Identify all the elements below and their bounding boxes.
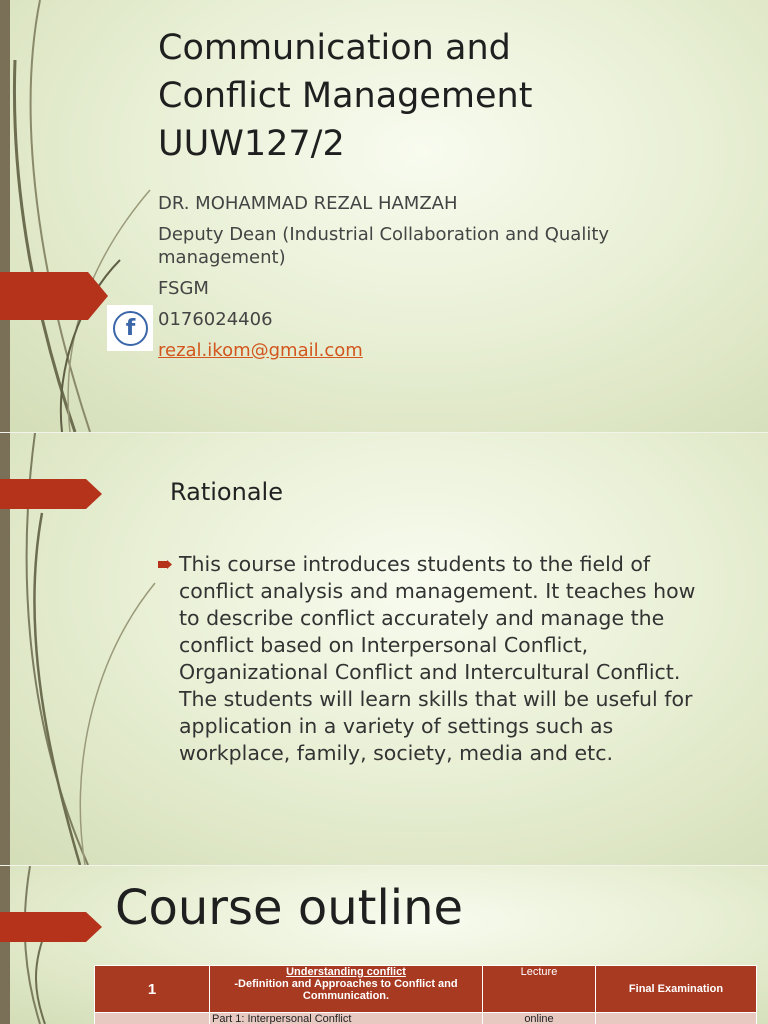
- presenter-info: [158, 192, 658, 370]
- topic-cell: [210, 1013, 483, 1024]
- topic-cell: [210, 966, 483, 1013]
- slide-title: [0, 0, 768, 432]
- course-outline-table: [94, 965, 757, 1024]
- assessment: Final Examination: [596, 966, 757, 1013]
- page-title: [158, 24, 532, 168]
- decorative-swirl: [0, 0, 160, 432]
- title-line-2: Conflict Management: [158, 76, 533, 116]
- slide-rationale: [0, 433, 768, 865]
- facebook-glyph: f: [113, 311, 148, 346]
- table-row: [95, 1013, 757, 1024]
- title-line-1: Communication and: [158, 28, 511, 68]
- topic-heading: Part 1: Interpersonal Conflict: [212, 1013, 352, 1024]
- title-line-3: UUW127/2: [158, 124, 345, 164]
- accent-arrow: [0, 912, 104, 942]
- week-number: 1: [95, 966, 210, 1013]
- week-number: [95, 1013, 210, 1024]
- slide-course-outline: [0, 866, 768, 1024]
- topic-heading: Understanding conflict: [286, 966, 406, 978]
- accent-arrow: [0, 272, 110, 320]
- table-row: [95, 966, 757, 1013]
- bullet-item: [158, 551, 698, 767]
- bullet-arrow-icon: [158, 560, 172, 569]
- accent-arrow: [0, 479, 104, 509]
- bullet-text: This course introduces students to the field of conflict analysis and management. It teaches how to describe conflict accurately and manage the conflict based on Interpersonal Conflict, Organizational Conflict and Intercultural Conflict. The students will learn skills that will be useful for application in a variety of settings such as workplace, family, society, media and etc.: [179, 552, 696, 765]
- delivery-mode: online: [483, 1013, 596, 1024]
- section-title: Course outline: [115, 880, 464, 936]
- email-link[interactable]: rezal.ikom@gmail.com: [158, 340, 363, 361]
- presenter-position: Deputy Dean (Industrial Collaboration and Quality management): [158, 224, 610, 268]
- presenter-faculty: FSGM: [158, 278, 209, 299]
- presenter-phone: 0176024406: [158, 309, 273, 330]
- topic-subtitle: -Definition and Approaches to Conflict and Communication.: [234, 978, 458, 1002]
- assessment: [596, 1013, 757, 1024]
- section-title: Rationale: [170, 478, 283, 506]
- presenter-name: DR. MOHAMMAD REZAL HAMZAH: [158, 193, 458, 214]
- facebook-icon[interactable]: [107, 305, 153, 351]
- delivery-mode: Lecture: [483, 966, 596, 1013]
